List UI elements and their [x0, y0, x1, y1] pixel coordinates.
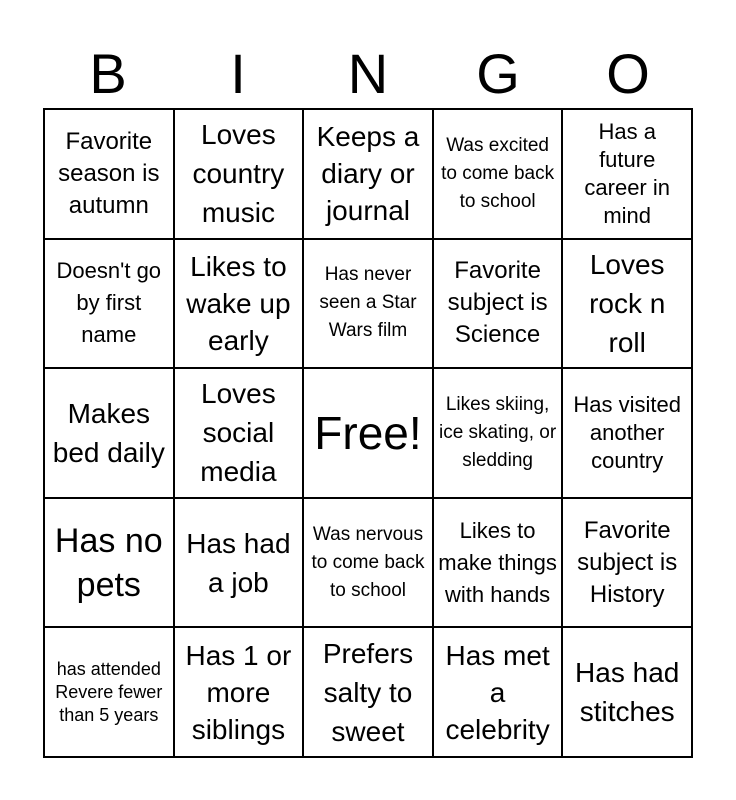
bingo-cell[interactable]: Likes to make things with hands: [433, 498, 563, 628]
bingo-grid: [43, 108, 693, 758]
header-letter-o: O: [606, 42, 650, 105]
bingo-cell[interactable]: Loves social media: [174, 368, 304, 498]
bingo-cell[interactable]: Keeps a diary or journal: [303, 109, 433, 239]
bingo-cell[interactable]: Was excited to come back to school: [433, 109, 563, 239]
bingo-cell[interactable]: Likes to wake up early: [174, 239, 304, 369]
bingo-header: [43, 40, 693, 108]
bingo-cell[interactable]: Loves country music: [174, 109, 304, 239]
bingo-cell[interactable]: Likes skiing, ice skating, or sledding: [433, 368, 563, 498]
bingo-cell[interactable]: Favorite subject is History: [562, 498, 692, 628]
bingo-cell[interactable]: Makes bed daily: [44, 368, 174, 498]
bingo-cell[interactable]: Favorite season is autumn: [44, 109, 174, 239]
bingo-cell[interactable]: Has never seen a Star Wars film: [303, 239, 433, 369]
bingo-cell[interactable]: Has 1 or more siblings: [174, 627, 304, 757]
bingo-cell[interactable]: Prefers salty to sweet: [303, 627, 433, 757]
bingo-cell[interactable]: Has no pets: [44, 498, 174, 628]
bingo-cell[interactable]: Has had a job: [174, 498, 304, 628]
header-letter-b: B: [89, 42, 127, 105]
bingo-cell[interactable]: has attended Revere fewer than 5 years: [44, 627, 174, 757]
bingo-cell[interactable]: Has a future career in mind: [562, 109, 692, 239]
header-letter-i: I: [230, 42, 246, 105]
header-letter-g: G: [476, 42, 520, 105]
bingo-cell[interactable]: Was nervous to come back to school: [303, 498, 433, 628]
bingo-cell[interactable]: Favorite subject is Science: [433, 239, 563, 369]
bingo-cell[interactable]: Has visited another country: [562, 368, 692, 498]
bingo-cell[interactable]: Has had stitches: [562, 627, 692, 757]
header-letter-n: N: [347, 42, 389, 105]
bingo-cell[interactable]: Loves rock n roll: [562, 239, 692, 369]
bingo-cell[interactable]: Has met a celebrity: [433, 627, 563, 757]
free-space-cell[interactable]: Free!: [303, 368, 433, 498]
bingo-cell[interactable]: Doesn't go by first name: [44, 239, 174, 369]
